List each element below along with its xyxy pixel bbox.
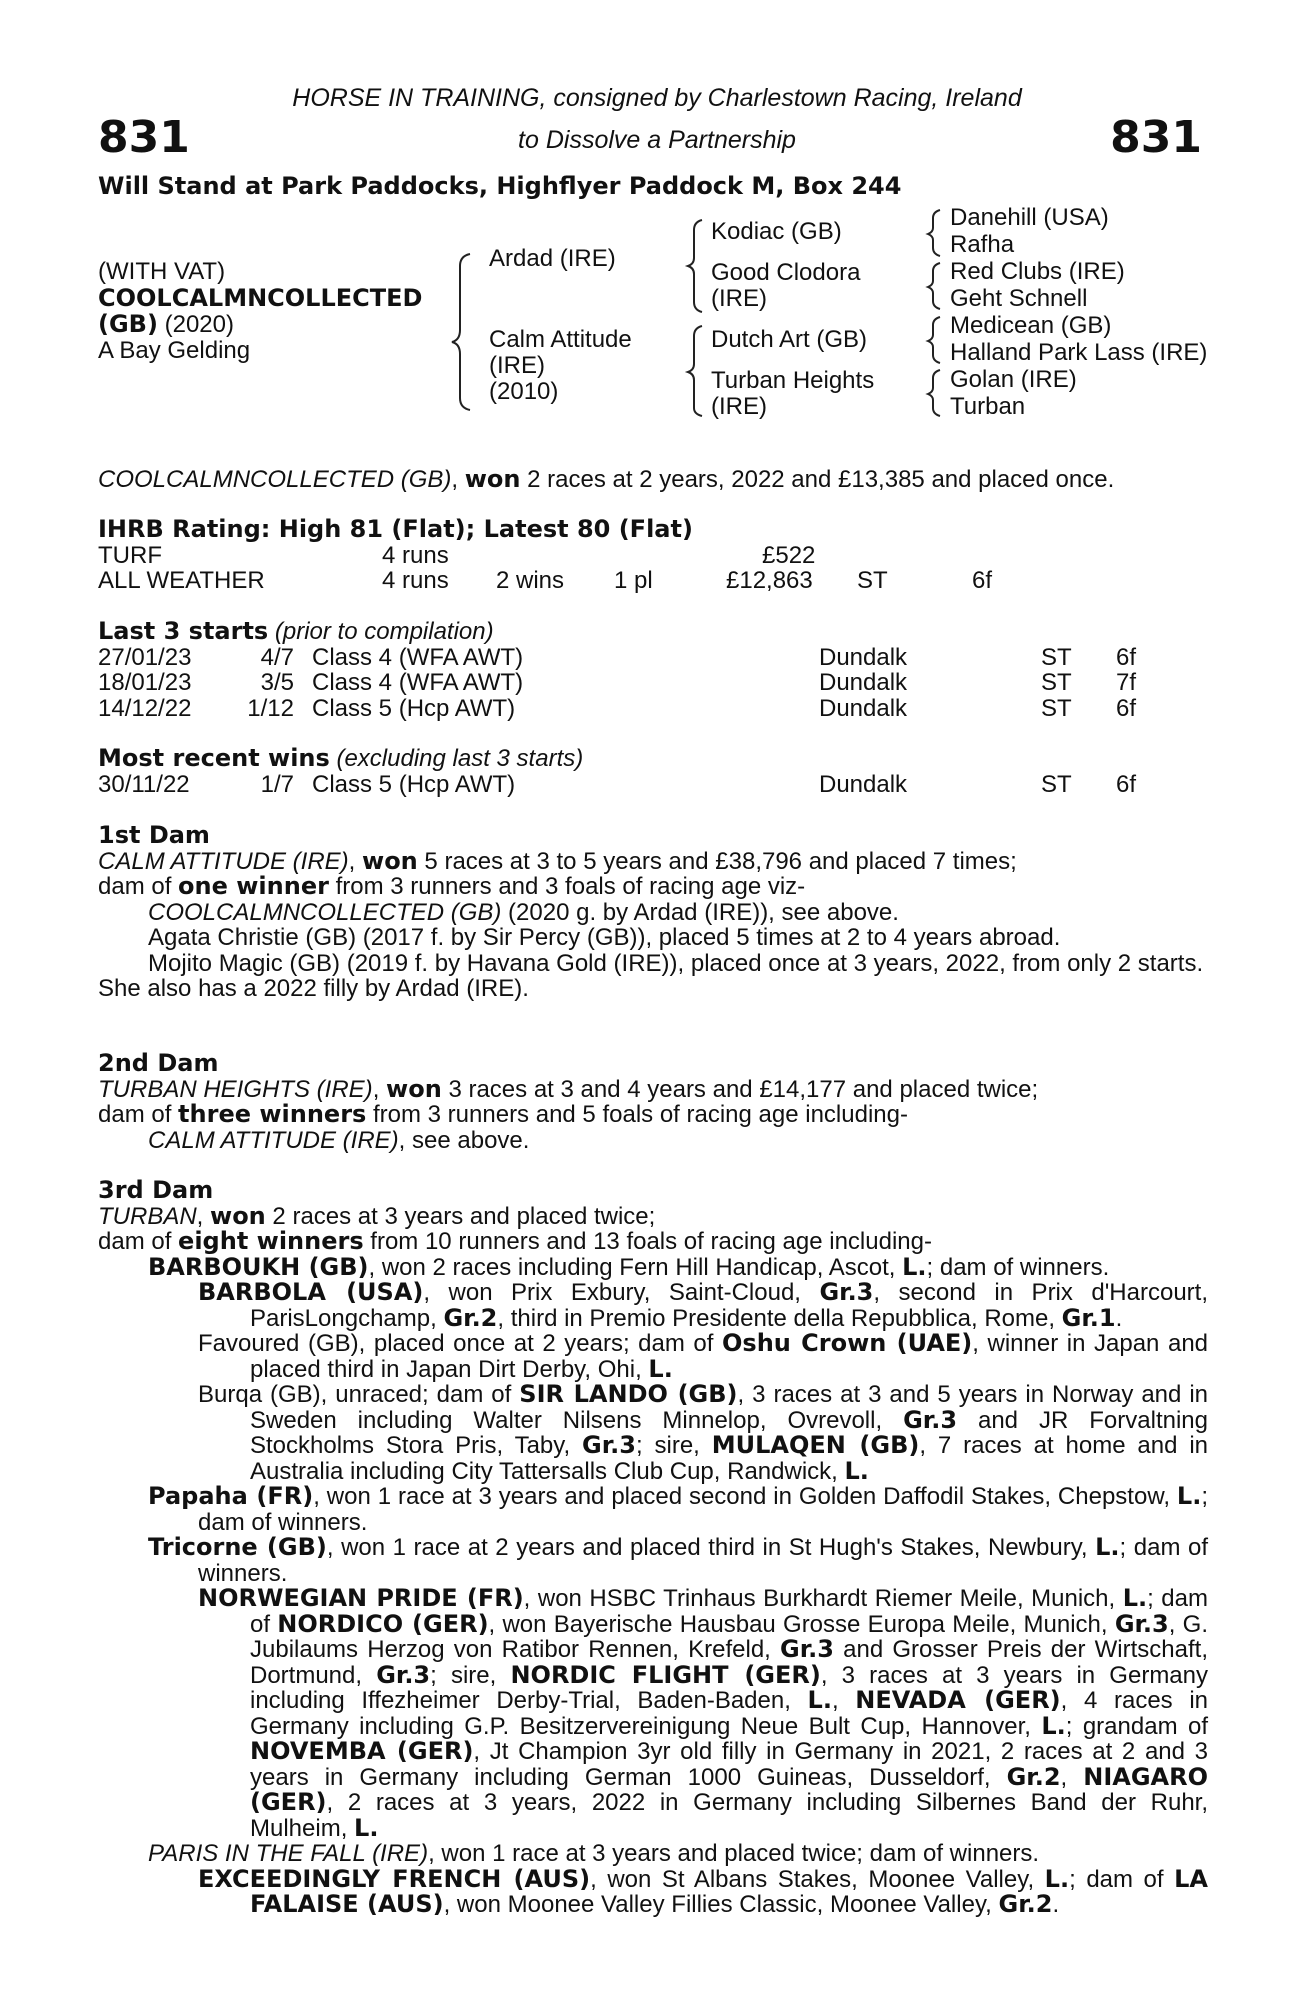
dam1-produce-3: Mojito Magic (GB) (2019 f. by Havana Gold (IRE)), placed once at 3 years, 2022, from only 2 starts. [148,949,1204,977]
produce-name: MULAQEN (GB) [711,1431,920,1459]
brace-3 [928,317,940,363]
produce-name: Papaha (FR) [148,1482,314,1510]
start-date: 14/12/22 [98,694,192,722]
produce-name: NORDIC FLIGHT (GER) [510,1660,821,1689]
rating-section [98,517,1208,594]
summary-rest: 2 races at 2 years, 2022 and £13,385 and placed once. [520,466,1115,493]
gen3-4: Geht Schnell [950,285,1088,312]
start-course: Dundalk [819,694,908,722]
produce-name: NIAGARO (GER) [250,1762,1208,1816]
produce-text: , won 1 race at 3 years and placed twice; dam of winners. [428,1840,1040,1867]
dam2-won: won [386,1074,442,1103]
brace-main [452,254,470,410]
start-date: 18/01/23 [98,669,192,696]
group-mark: Gr.3 [582,1431,636,1459]
start-position: 3/5 [260,669,294,696]
produce-name: EXCEEDINGLY FRENCH (AUS) [198,1864,591,1893]
listed-mark: L. [1095,1533,1120,1561]
win-position: 1/7 [260,770,294,798]
produce-text: , won 1 race at 3 years and placed second in Golden Daffodil Stakes, Chepstow, [313,1483,1177,1510]
dam1-heading: 1st Dam [98,821,210,849]
produce-name: LA FALAISE (AUS) [250,1864,1209,1918]
produce-burqa [98,1382,1208,1484]
produce-favoured [98,1331,1208,1382]
consignor-line: HORSE IN TRAINING, consigned by Charlestown Racing, Ireland [292,84,1022,112]
produce-text: and Grosser Preis der Wirtschaft, Dortmund, [250,1636,1208,1689]
dam1-produce-2: Agata Christie (GB) (2017 f. by Sir Percy (GB)), placed 5 times at 2 to 4 years abroad. [148,924,1061,951]
lot-number-right: 831 [1110,112,1202,163]
rating-surface: ALL WEATHER [98,567,265,594]
listed-mark: L. [1041,1711,1066,1740]
listed-mark: L. [844,1456,869,1485]
rating-surface: TURF [98,541,162,569]
recent-note: (excluding last 3 starts) [329,745,584,772]
group-mark: Gr.3 [1114,1609,1169,1638]
produce-text: , won HSBC Trinhaus Burkhardt Riemer Meile, Munich, [523,1585,1123,1612]
second-dam-section: 2nd Dam TURBAN HEIGHTS (IRE), won 3 races at 3 and 4 years and £14,177 and placed twice; dam of three winners from 3 runners and 5 foals of racing age including- CALM ATTITUDE (IRE), see above. [98,1051,1208,1153]
dam1-produce-1-name: COOLCALMNCOLLECTED (GB) [148,898,502,926]
produce-text: , 3 races at 3 and 5 years in Norway and in Sweden including Walter Nilsens Minnelop, Ovrevoll, [250,1381,1209,1434]
rating-prize: £522 [762,541,816,569]
sire-dam-line-2: (IRE) [711,285,767,312]
recent-heading: Most recent wins [98,744,330,772]
produce-text: Burqa (GB), unraced; dam of [198,1381,520,1408]
dam1-rest: 5 races at 3 to 5 years and £38,796 and placed 7 times; [417,847,1017,875]
produce-text: ; dam of winners. [198,1534,1208,1587]
rating-runs: 4 runs [382,541,449,569]
group-mark: Gr.2 [443,1303,498,1332]
consignor-line-2: to Dissolve a Partnership [518,126,796,154]
produce-text: , won 2 races including Fern Hill Handicap, Ascot, [368,1253,903,1281]
produce-text: ; dam of [1069,1865,1175,1893]
dam [489,327,632,405]
win-going: ST [1041,770,1072,798]
produce-text: , G. Jubilaums Herzog von Ratibor Rennen, Krefeld, [250,1610,1208,1663]
dam2-heading: 2nd Dam [98,1049,219,1077]
gen3-2: Rafha [950,231,1015,258]
dam3-runners: from 10 runners and 13 foals of racing age including- [363,1228,932,1255]
rating-heading: IHRB Rating: High 81 (Flat); Latest 80 (Flat) [98,515,693,543]
produce-barboukh [98,1252,1208,1281]
start-race: Class 4 (WFA AWT) [312,669,524,696]
produce-text: and JR Forvaltning Stockholms Stora Pris, Taby, [250,1406,1208,1459]
start-distance: 7f [1116,669,1137,696]
start-going: ST [1041,669,1072,696]
gen3-7: Golan (IRE) [950,366,1077,393]
rating-row [98,568,1208,594]
start-distance: 6f [1116,694,1137,722]
produce-text: , [1060,1763,1084,1791]
produce-name: SIR LANDO (GB) [519,1380,738,1408]
produce-text: , 7 races at home and in Australia including City Tattersalls Club Cup, Randwick, [250,1432,1209,1485]
brace-1 [928,210,940,256]
summary-won: won [464,465,521,493]
produce-text: ; dam of [250,1585,1208,1638]
last3-heading: Last 3 starts [98,617,269,645]
rating-distance: 6f [972,567,993,594]
group-mark: Gr.2 [1006,1762,1061,1791]
listed-mark: L. [648,1354,673,1383]
dam2-winners: three winners [178,1100,367,1128]
most-recent-wins [98,746,1208,797]
produce-name: Tricorne (GB) [148,1533,327,1561]
group-mark: Gr.1 [1061,1303,1116,1332]
dam-dam-line-1: Turban Heights [711,367,875,394]
rating-wins: 2 wins [496,567,565,594]
vat-note: (WITH VAT) [98,258,226,285]
produce-text: , Jt Champion 3yr old filly in Germany in 2021, 2 races at 2 and 3 years in Germany including German 1000 Guineas, Dusseldorf, [250,1738,1208,1791]
horse-year: (2020) [164,311,234,338]
produce-name: NEVADA (GER) [855,1686,1061,1714]
produce-text: , won Prix Exbury, Saint-Cloud, [423,1279,820,1306]
gen3-1: Danehill (USA) [950,204,1109,231]
produce-text: , third in Premio Presidente della Repubblica, Rome, [497,1304,1062,1332]
win-race: Class 5 (Hcp AWT) [312,770,516,798]
horse-origin: (GB) [98,310,158,338]
group-mark: Gr.3 [780,1635,834,1663]
sire-sire: Kodiac (GB) [711,218,842,245]
stand-location: Will Stand at Park Paddocks, Highflyer Paddock M, Box 244 [98,172,902,200]
dam2-produce-1-name: CALM ATTITUDE (IRE) [148,1126,399,1154]
produce-text: , second in Prix d'Harcourt, ParisLongchamp, [250,1279,1208,1332]
group-mark: Gr.3 [376,1660,431,1689]
produce-papaha [98,1484,1208,1535]
rating-row [98,543,1208,569]
produce-text: ; sire, [430,1661,511,1689]
produce-text: , 4 races in Germany including G.P. Besitzervereinigung Neue Bult Cup, Hannover, [250,1687,1209,1740]
produce-text: Favoured (GB), placed once at 2 years; dam of [198,1330,723,1357]
dam-line-1: Calm Attitude [489,326,632,353]
produce-text: , 2 races at 3 years, 2022 in Germany including Silbernes Band der Ruhr, Mulheim, [250,1789,1208,1842]
dam2-produce-1-rest: , see above. [398,1126,530,1154]
produce-text: , 3 races at 3 years in Germany including Iffezheimer Derby-Trial, Baden-Baden, [250,1661,1209,1714]
first-dam-section: 1st Dam CALM ATTITUDE (IRE), won 5 races at 3 to 5 years and £38,796 and placed 7 times; dam of one winner from 3 runners and 3 foals of racing age viz- COOLCALMNCOLLECTED (GB) (2020 g. by Ardad (IRE)), see above. Agata Christie (GB) (2017 f. by Sir Percy (GB)), placed 5 times at 2 to 4 years abroad. Mojito Magic (GB) (2019 f. by Havana Gold (IRE)), placed once at 3 years, 2022, from only 2 starts. She also has a 2022 filly by Ardad (IRE). [98,823,1208,1002]
produce-text: . [1052,1891,1060,1918]
produce-name: NORDICO (GER) [277,1609,489,1638]
start-distance: 6f [1116,643,1137,671]
start-position: 4/7 [260,643,294,671]
produce-text: , won Moonee Valley Fillies Classic, Moonee Valley, [443,1891,999,1918]
start-going: ST [1041,694,1072,722]
dam1-name: CALM ATTITUDE (IRE) [98,847,349,875]
dam2-rest: 3 races at 3 and 4 years and £14,177 and placed twice; [441,1075,1039,1103]
rating-going: ST [857,567,888,594]
dam1-won: won [362,846,418,875]
produce-name: NOVEMBA (GER) [250,1737,474,1765]
gen3-8: Turban [950,393,1026,420]
dam1-winners: one winner [178,872,329,900]
dam1-dam-of: dam of [98,873,179,900]
dam3-winners: eight winners [178,1227,364,1255]
dam-dam [711,368,874,420]
listed-mark: L. [354,1813,379,1842]
start-position: 1/12 [247,694,294,722]
dam2-runners: from 3 runners and 5 foals of racing age including- [366,1101,908,1128]
produce-text: ; grandam of [1065,1712,1208,1740]
produce-name: Oshu Crown (UAE) [722,1329,973,1357]
dam-dam-line-2: (IRE) [711,393,767,420]
summary-horse-name: COOLCALMNCOLLECTED (GB) [98,466,452,493]
dam1-produce-1-rest: (2020 g. by Ardad (IRE)), see above. [501,898,899,926]
produce-name: PARIS IN THE FALL (IRE) [148,1840,429,1867]
start-date: 27/01/23 [98,643,192,671]
rating-placed: 1 pl [614,567,653,594]
produce-text: ; dam of winners. [926,1253,1110,1281]
produce-text: ; sire, [635,1432,712,1459]
start-row [98,696,1208,722]
dam3-won: won [210,1201,266,1230]
last3-note: (prior to compilation) [268,618,494,645]
produce-name: BARBOUKH (GB) [148,1252,369,1281]
dam1-note: She also has a 2022 filly by Ardad (IRE). [98,975,529,1002]
dam1-runners: from 3 runners and 3 foals of racing age viz- [328,873,806,900]
horse-description: A Bay Gelding [98,337,251,364]
sire: Ardad (IRE) [489,245,616,272]
produce-paris-in-the-fall [98,1841,1208,1867]
produce-barbola [98,1280,1208,1331]
dam-line-2: (IRE) [489,352,545,379]
start-row [98,670,1208,696]
gen3-3: Red Clubs (IRE) [950,258,1125,285]
produce-tricorne [98,1535,1208,1586]
horse-name: COOLCALMNCOLLECTED [98,284,423,312]
rating-runs: 4 runs [382,567,449,594]
gen3-5: Medicean (GB) [950,312,1112,339]
win-distance: 6f [1116,770,1137,798]
start-row [98,645,1208,671]
produce-text: , winner in Japan and placed third in Japan Dirt Derby, Ohi, [250,1330,1209,1383]
start-course: Dundalk [819,669,908,696]
brace-dam [688,326,702,416]
listed-mark: L. [902,1252,927,1281]
rating-prize: £12,863 [726,567,813,594]
brace-sire [688,220,702,312]
gen3-6: Halland Park Lass (IRE) [950,339,1208,366]
dam-sire: Dutch Art (GB) [711,326,868,353]
brace-4 [928,370,940,416]
listed-mark: L. [1176,1482,1202,1510]
last-3-starts [98,619,1208,721]
brace-2 [928,263,940,309]
produce-norwegian-pride [98,1586,1208,1841]
listed-mark: L. [807,1686,832,1714]
dam3-heading: 3rd Dam [98,1176,214,1204]
produce-text: ; dam of winners. [198,1483,1209,1536]
group-mark: Gr.3 [903,1405,958,1434]
produce-text: , [831,1687,856,1714]
produce-text: . [1115,1304,1123,1332]
produce-exceedingly-french [98,1864,1209,1918]
win-date: 30/11/22 [98,770,190,798]
third-dam-section: 3rd Dam TURBAN, won 2 races at 3 years and placed twice; dam of eight winners from 10 runners and 13 foals of racing age including- BARBOUKH (GB), won 2 races including Fern Hill Handicap, Ascot, L.; dam of winners. BARBOLA (USA), won Prix Exbury, Saint-Cloud, Gr.3, second in Prix d'Harcourt, ParisLongchamp, Gr.2, third in Premio Presidente della Repubblica, Rome, Gr.1. Favoured (GB), placed once at 2 years; dam of Oshu Crown (UAE), winner in Japan and placed third in Japan Dirt Derby, Ohi, L. Burqa (GB), unraced; dam of SIR LANDO (GB), 3 races at 3 and 5 years in Norway and in Sweden including Walter Nilsens Minnelop, Ovrevoll, Gr.3 and JR Forvaltning Stockholms Stora Pris, Taby, Gr.3; sire, MULAQEN (GB), 7 races at home and in Australia including City Tattersalls Club Cup, Randwick, L. Papaha (FR), won 1 race at 3 years and placed second in Golden Daffodil Stakes, Chepstow, L.; dam of winners. Tricorne (GB), won 1 race at 2 years and placed third in St Hugh's Stakes, Newbury, L.; dam of winners. NORWEGIAN PRIDE (FR), won HSBC Trinhaus Burkhardt Riemer Meile, Munich, L.; dam of NORDICO (GER), won Bayerische Hausbau Grosse Europa Meile, Munich, Gr.3, G. Jubilaums Herzog von Ratibor Rennen, Krefeld, Gr.3 and Grosser Preis der Wirtschaft, Dortmund, Gr.3; sire, NORDIC FLIGHT (GER), 3 races at 3 years in Germany including Iffezheimer Derby-Trial, Baden-Baden, L., NEVADA (GER), 4 races in Germany including G.P. Besitzervereinigung Neue Bult Cup, Hannover, L.; grandam of NOVEMBA (GER), Jt Champion 3yr old filly in Germany in 2021, 2 races at 2 and 3 years in Germany including German 1000 Guineas, Dusseldorf, Gr.2, NIAGARO (GER), 2 races at 3 years, 2022 in Germany including Silbernes Band der Ruhr, Mulheim, L. PARIS IN THE FALL (IRE), won 1 race at 3 years and placed twice; dam of winners. EXCEEDINGLY FRENCH (AUS), won St Albans Stakes, Moonee Valley, L.; dam of LA FALAISE (AUS), won Moonee Valley Fillies Classic, Moonee Valley, Gr.2. [98,1176,1209,1918]
sire-dam [711,260,860,312]
produce-name: BARBOLA (USA) [198,1278,424,1306]
dam3-rest: 2 races at 3 years and placed twice; [265,1202,656,1230]
dam3-dam-of: dam of [98,1228,179,1255]
dam-line-3: (2010) [489,378,559,405]
race-summary: COOLCALMNCOLLECTED (GB), won 2 races at 2 years, 2022 and £13,385 and placed once. [98,465,1115,493]
produce-text: , won St Albans Stakes, Moonee Valley, [590,1865,1045,1893]
win-course: Dundalk [819,770,908,798]
listed-mark: L. [1122,1584,1148,1612]
dam3-name: TURBAN [98,1202,197,1230]
start-race: Class 4 (WFA AWT) [312,643,524,671]
group-mark: Gr.2 [998,1890,1053,1918]
listed-mark: L. [1044,1864,1070,1893]
dam2-name: TURBAN HEIGHTS (IRE) [98,1075,373,1103]
group-mark: Gr.3 [819,1278,874,1306]
start-course: Dundalk [819,643,908,671]
sire-dam-line-1: Good Clodora [711,259,861,286]
produce-text: , won 1 race at 2 years and placed third in St Hugh's Stakes, Newbury, [326,1534,1096,1561]
win-row [98,772,1208,798]
lot-number-left: 831 [98,112,190,163]
start-race: Class 5 (Hcp AWT) [312,694,516,722]
produce-name: NORWEGIAN PRIDE (FR) [198,1584,524,1612]
dam2-dam-of: dam of [98,1101,179,1128]
start-going: ST [1041,643,1072,671]
produce-text: , won Bayerische Hausbau Grosse Europa Meile, Munich, [488,1610,1115,1638]
